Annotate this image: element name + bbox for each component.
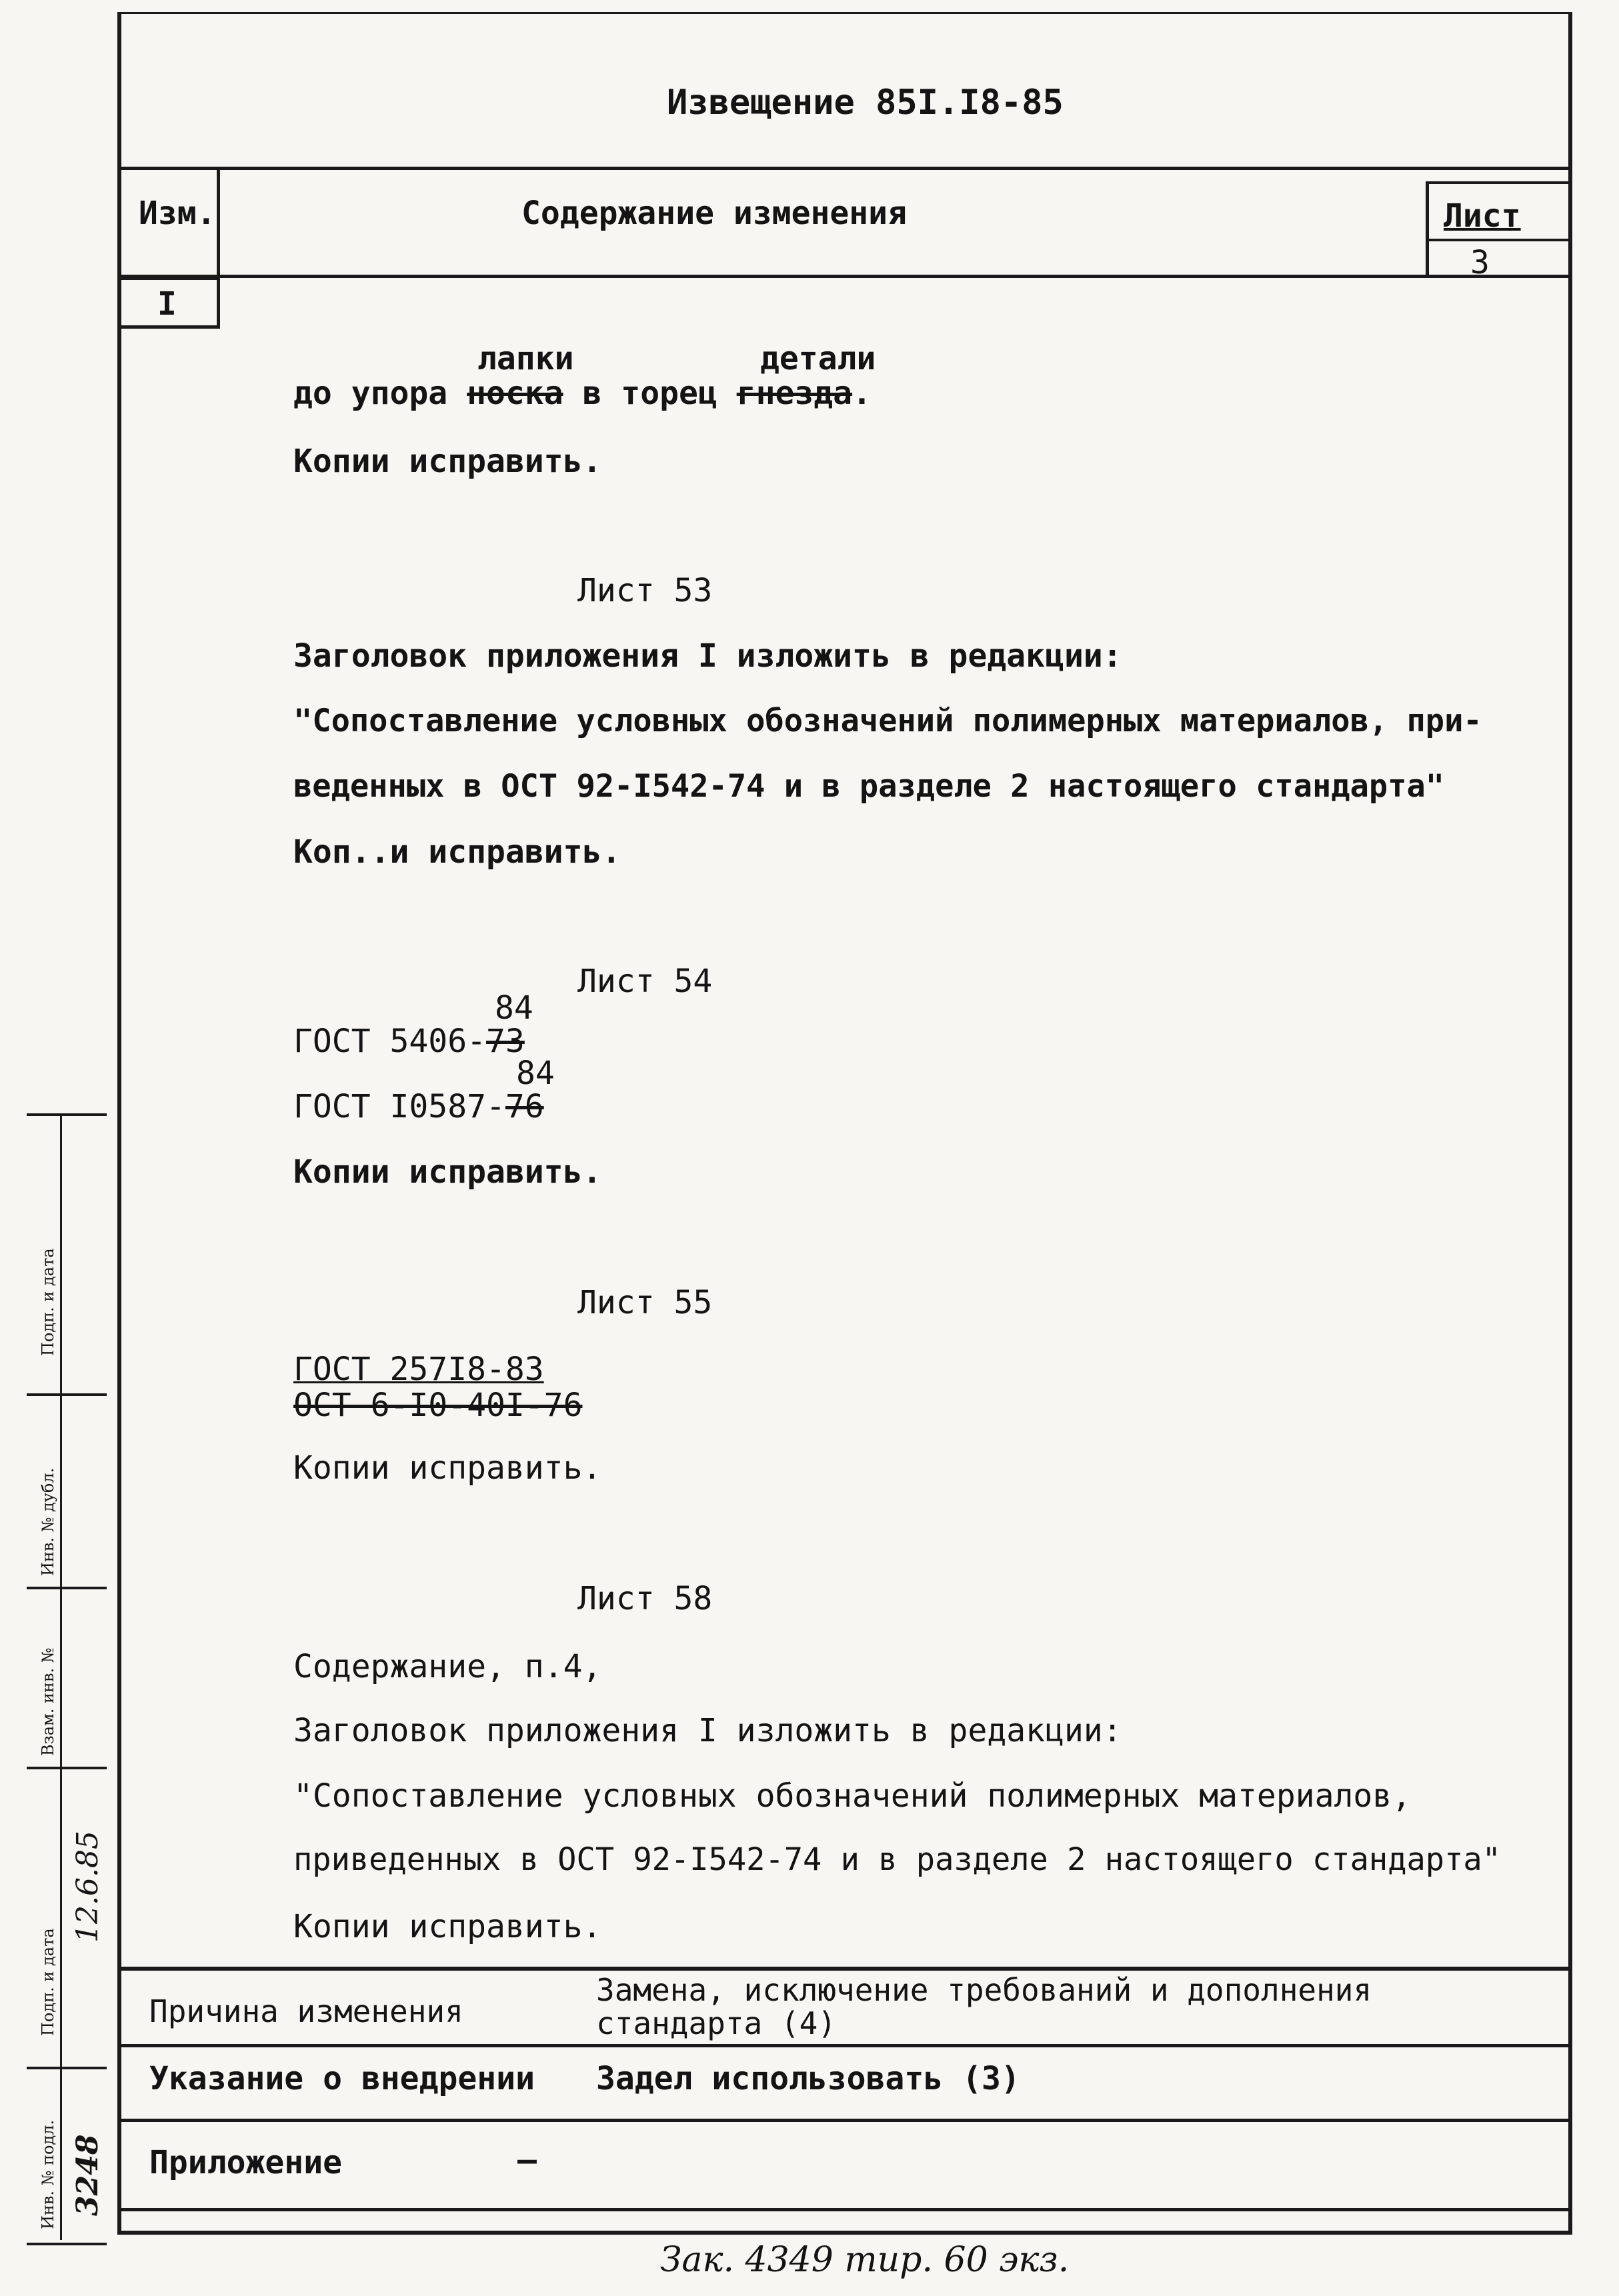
copies-correct-1: Копии исправить. bbox=[293, 443, 602, 480]
handwritten-date: 12.6.85 bbox=[71, 1831, 105, 1943]
col-sheet-label: Лист bbox=[1444, 197, 1521, 235]
sheet-53-line-1: Заголовок приложения I изложить в редакции: bbox=[293, 637, 1122, 675]
gost-1-old-year: 73 bbox=[485, 1023, 525, 1060]
footer-bottom-rule bbox=[121, 2208, 1568, 2211]
appendix-value: – bbox=[517, 2141, 537, 2179]
footer-rule-3 bbox=[121, 2119, 1568, 2122]
implementation-label: Указание о внедрении bbox=[149, 2060, 535, 2097]
sheet-58-line-2: Заголовок приложения I изложить в редакции: bbox=[293, 1712, 1122, 1749]
body-line-1-c: . bbox=[852, 375, 872, 412]
side-label-sign-date-2: Подп. и дата bbox=[39, 1928, 57, 2036]
header-top-rule bbox=[121, 167, 1568, 170]
sheet-54-heading: Лист 54 bbox=[577, 963, 713, 1000]
copies-correct-2: Коп..и исправить. bbox=[293, 833, 621, 871]
body-line-1-a: до упора bbox=[293, 375, 467, 412]
side-label-dup-inv: Инв. № дубл. bbox=[39, 1467, 57, 1576]
side-divider bbox=[60, 1113, 62, 2240]
insert-word-1: лапки bbox=[477, 340, 574, 377]
change-number: I bbox=[157, 285, 177, 323]
appendix-label: Приложение bbox=[149, 2144, 342, 2181]
gost-2 bbox=[293, 1088, 544, 1125]
notice-title: Извещение 85I.I8-85 bbox=[667, 83, 1064, 123]
struck-word-2: гнезда bbox=[736, 375, 853, 412]
insert-word-2: детали bbox=[760, 340, 876, 377]
izm-mid-rule bbox=[121, 277, 220, 280]
handwritten-inv-number: 3248 bbox=[71, 2134, 105, 2216]
copies-correct-3: Копии исправить. bbox=[293, 1153, 602, 1191]
gost-3: ГОСТ 257I8-83 bbox=[293, 1351, 544, 1388]
side-label-sign-date-1: Подп. и дата bbox=[39, 1248, 57, 1356]
sheet-58-line-1: Содержание, п.4, bbox=[293, 1648, 602, 1685]
reason-value-2: стандарта (4) bbox=[596, 2005, 837, 2041]
body-line-1 bbox=[293, 375, 872, 412]
footer-rule-2 bbox=[121, 2044, 1568, 2047]
sheet-cell-top bbox=[1426, 181, 1568, 184]
gost-2-old-year: 76 bbox=[505, 1088, 544, 1125]
gost-1-text: ГОСТ 5406- bbox=[293, 1023, 486, 1060]
copies-correct-5: Копии исправить. bbox=[293, 1908, 602, 1945]
side-label-orig-inv: Инв. № подл. bbox=[39, 2119, 57, 2229]
gost-1 bbox=[293, 1023, 525, 1060]
izm-divider bbox=[217, 167, 220, 327]
side-cell-replace-inv bbox=[27, 1587, 107, 1769]
reason-value-1: Замена, исключение требований и дополнения bbox=[596, 1972, 1372, 2008]
footer-top-rule bbox=[121, 1967, 1568, 1971]
side-cell-dup-inv bbox=[27, 1393, 107, 1589]
gost-2-new-year: 84 bbox=[516, 1055, 555, 1092]
sheet-58-line-3: "Сопоставление условных обозначений полимерных материалов, bbox=[293, 1777, 1412, 1815]
print-run-note: Зак. 4349 тир. 60 экз. bbox=[660, 2240, 1070, 2280]
side-cell-sign-2 bbox=[27, 1767, 107, 2069]
side-label-replace-inv: Взам. инв. № bbox=[39, 1647, 57, 1756]
sheet-53-line-3: веденных в ОСТ 92-I542-74 и в разделе 2 настоящего стандарта" bbox=[293, 768, 1445, 805]
sheet-58-line-4: приведенных в ОСТ 92-I542-74 и в разделе 2 настоящего стандарта" bbox=[293, 1841, 1501, 1878]
col-change-no-label: Изм. bbox=[139, 195, 216, 232]
gost-1-new-year: 84 bbox=[495, 989, 533, 1027]
izm-bottom-rule bbox=[121, 325, 220, 329]
body-line-1-b: в торец bbox=[563, 375, 737, 412]
sheet-55-heading: Лист 55 bbox=[577, 1284, 713, 1321]
col-content-label: Содержание изменения bbox=[521, 195, 907, 232]
reason-label: Причина изменения bbox=[149, 1993, 463, 2029]
ost-struck: ОСТ 6-I0-40I-76 bbox=[293, 1387, 583, 1424]
sheet-divider bbox=[1426, 181, 1429, 277]
sheet-cell-mid bbox=[1426, 239, 1568, 241]
sheet-58-heading: Лист 58 bbox=[577, 1580, 713, 1617]
implementation-value: Задел использовать (3) bbox=[596, 2060, 1020, 2097]
sheet-number: 3 bbox=[1470, 244, 1490, 281]
header-bottom-rule bbox=[121, 275, 1568, 278]
side-stamp bbox=[27, 1113, 107, 2240]
copies-correct-4: Копии исправить. bbox=[293, 1449, 602, 1487]
struck-word-1: носка bbox=[467, 375, 563, 412]
sheet-53-line-2: "Сопоставление условных обозначений полимерных материалов, при- bbox=[293, 703, 1482, 739]
sheet-53-heading: Лист 53 bbox=[577, 572, 713, 609]
side-cell-orig-inv bbox=[27, 2067, 107, 2245]
side-cell-sign-1 bbox=[27, 1113, 107, 1396]
gost-2-text: ГОСТ I0587- bbox=[293, 1088, 505, 1125]
